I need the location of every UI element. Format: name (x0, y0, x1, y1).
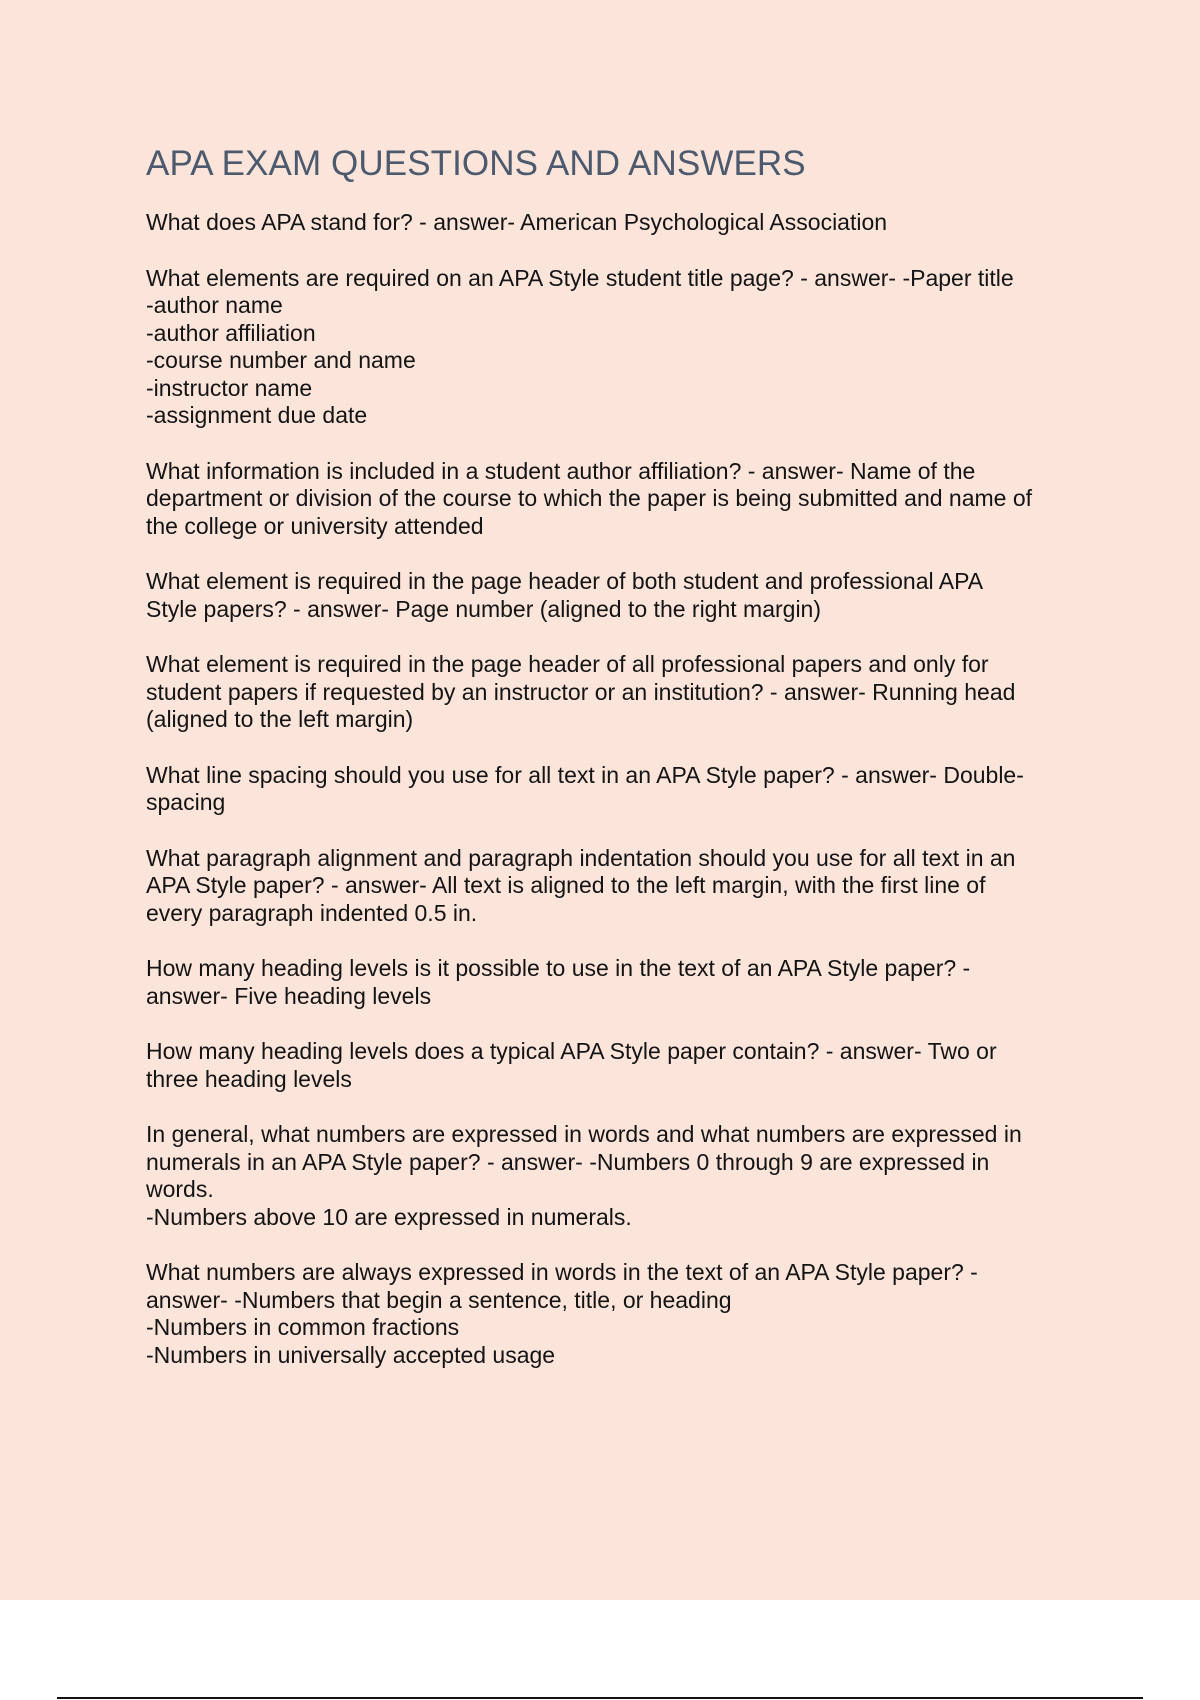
qa-item-8: How many heading levels is it possible to use in the text of an APA Style paper? - answer- Five heading levels (146, 955, 971, 1009)
qa-item-9: How many heading levels does a typical APA Style paper contain? - answer- Two or three heading levels (146, 1038, 997, 1092)
qa-item-7: What paragraph alignment and paragraph indentation should you use for all text in an APA Style paper? - answer- All text is aligned to the left margin, with the first line of every paragraph indented 0.5 in. (146, 844, 1016, 926)
qa-item-3: What information is included in a student author affiliation? - answer- Name of the department or division of the course to which the paper is being submitted and name of the college or university attended (146, 457, 1033, 539)
qa-item-2: What elements are required on an APA Style student title page? - answer- -Paper title -author name -author affiliation -course number and name -instructor name -assignment due date (146, 264, 1014, 428)
qa-item-5: What element is required in the page header of all professional papers and only for student papers if requested by an instructor or an institution? - answer- Running head (aligned to the left margin) (146, 651, 1016, 732)
qa-item-6: What line spacing should you use for all text in an APA Style paper? - answer- Double- spacing (146, 761, 1024, 815)
document-title: APA EXAM QUESTIONS AND ANSWERS (146, 144, 806, 183)
qa-item-4: What element is required in the page header of both student and professional APA Style papers? - answer- Page number (aligned to the right margin) (146, 568, 984, 622)
qa-item-1: What does APA stand for? - answer- American Psychological Association (146, 209, 888, 235)
qa-item-10: In general, what numbers are expressed in words and what numbers are expressed in numerals in an APA Style paper? - answer- -Numbers 0 through 9 are expressed in words. -Numbers above 10 are expressed in numerals. (146, 1121, 1022, 1230)
qa-item-11: What numbers are always expressed in words in the text of an APA Style paper? - answer- -Numbers that begin a sentence, title, or heading -Numbers in common fractions -Numbers in universally accepted usage (146, 1259, 978, 1368)
document-content (146, 143, 1086, 1397)
footer-divider (57, 1697, 1143, 1699)
